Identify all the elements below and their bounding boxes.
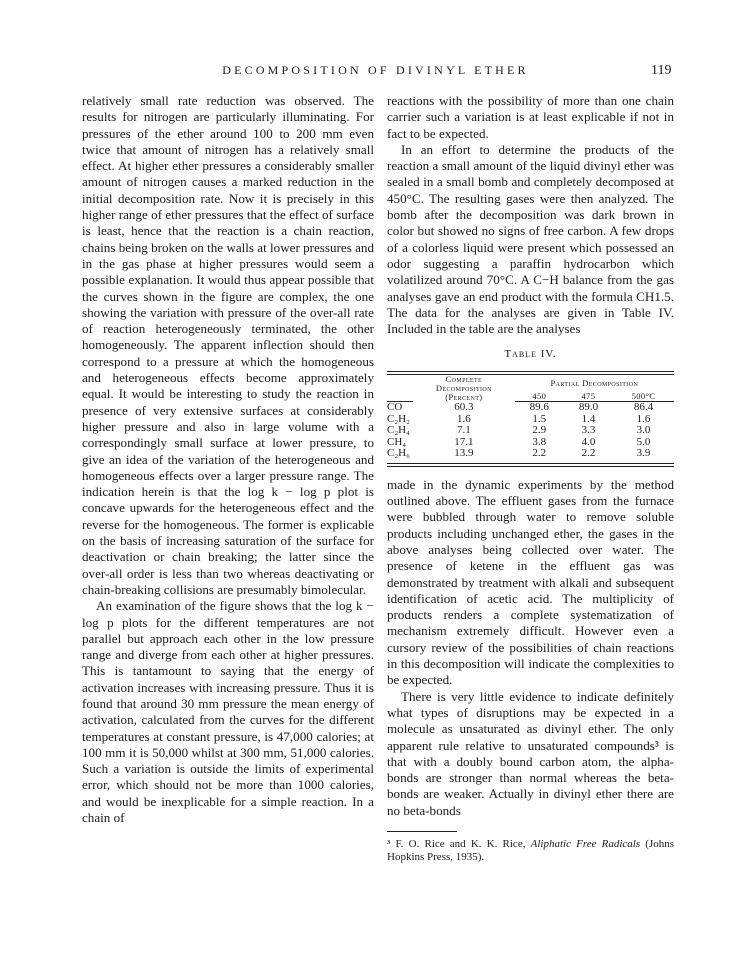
left-column [82,93,374,826]
paragraph: In an effort to determine the products of the reaction a small amount of the liquid divinyl ether was sealed in a small bomb and completely decomposed at 450°C. The resulting gases were then analyzed. The bomb after the decomposition was dark brown in color but showed no signs of free carbon. A few drops of a colorless liquid were present which possessed an odor suggesting a paraffin hydrocarbon which volatilized around 70°C. A C−H balance from the gas analyses gave an end product with the formula CH1.5. The data for the analyses are given in Table IV. Included in the table are the analyses [387,141,674,337]
temp-header: 450 [515,388,564,402]
running-head [0,63,751,81]
running-head-title: DECOMPOSITION OF DIVINYL ETHER [222,63,529,77]
partial-decomposition-header: Partial Decomposition [550,377,639,388]
gas-analysis-table [387,375,674,460]
table-row: C₂H₂ 1.6 1.5 1.4 1.6 [387,412,651,425]
temp-header: 475 [564,388,613,402]
table-caption: Table IV. [504,348,557,361]
paragraph: made in the dynamic experiments by the method outlined above. The effluent gases from the furnace were bubbled through water to remove soluble products including unchanged ether, the gases in the above analyses being collected over water. The presence of ketene in the effluent gas was demonstrated by treatment with alkali and subsequent identification of acetic acid. The multiplicity of products renders a complete systematization of mechanism extremely difficult. However even a cursory review of the possibilities of chain reactions in this decomposition will indicate the complexities to be expected. [387,476,674,688]
book-title: Aliphatic Free Radicals [530,837,641,850]
paragraph: There is very little evidence to indicate definitely what types of disruptions may be expected in a molecule as unsaturated as divinyl ether. The only apparent rule relative to unsaturated compounds³ is that with a doubly bound carbon atom, the alpha-bonds are stronger than normal whereas the beta-bonds are weaker. Actually in divinyl ether there are no beta-bonds [387,688,674,818]
complete-decomposition-header: Complete Decomposition (Percent) [435,373,492,402]
right-column [387,93,674,864]
table-row: C₂H₄ 7.1 2.9 3.3 3.0 [387,424,651,437]
temp-header: 500°C [613,388,674,402]
table-row: C₂H₆ 13.9 2.2 2.2 3.9 [387,447,651,460]
paragraph: An examination of the figure shows that the log k − log p plots for the different temperatures are not parallel but approach each other in the low pressure range and diverge from each other at higher pressures. This is tantamount to saying that the energy of activation increases with increasing pressure. Thus it is found that around 30 mm pressure the mean energy of activation, calculated from the curves for the different temperatures at constant pressure, is 47,000 calories; at 100 mm it is 50,000 whilst at 300 mm, 51,000 calories. Such a variation is outside the limits of experimental error, which should not be more than 1000 calories, and would be inexplicable for a simple reaction. In a chain of [82,598,374,826]
paragraph: reactions with the possibility of more than one chain carrier such a variation is at least explicable if not in fact to be expected. [387,93,674,141]
footnote-rule [387,831,457,832]
table-bottom-rule [387,463,674,467]
table-row: CH₄ 17.1 3.8 4.0 5.0 [387,435,651,448]
page-number: 119 [651,63,672,78]
footnote: ³ F. O. Rice and K. K. Rice, Aliphatic Free Radicals (Johns Hopkins Press, 1935). [387,837,675,863]
table-row: CO 60.3 89.6 89.0 86.4 [387,401,654,414]
paragraph: relatively small rate reduction was observed. The results for nitrogen are particularly illuminating. For pressures of the ether around 100 to 200 mm even twice that amount of nitrogen has a relatively small effect. At higher ether pressures a considerably smaller amount of nitrogen causes a marked reduction in the initial decomposition rate. Now it is precisely in this higher range of ether pressures that the effect of surface is least, hence that the reaction is a chain reaction, chains being broken on the walls at lower pressures and in the gas phase at higher pressures would seem a possible explanation. It would thus appear possible that the curves shown in the figure are complex, the one showing the variation with pressure of the over-all rate of reaction heterogeneously terminated, the other homogeneously. The apparent inflection should then correspond to a pressure at which the homogeneous and heterogeneous effects become approximately equal. It would be interesting to study the reaction in presence of very extensive surfaces at considerably higher pressure and also in large volume with a correspondingly small surface at lower pressure, to give an idea of the variation of the heterogeneous and homogeneous effects over a larger pressure range. The indication herein is that the log k − log p plot is concave upwards for the heterogeneous effect and the reverse for the homogeneous. The former is explicable on the basis of increasing saturation of the surface for deactivation or chain breaking; the latter since the over-all order is less than two whereas deactivating or chain-breaking collisions are presumably bimolecular. [82,93,374,597]
